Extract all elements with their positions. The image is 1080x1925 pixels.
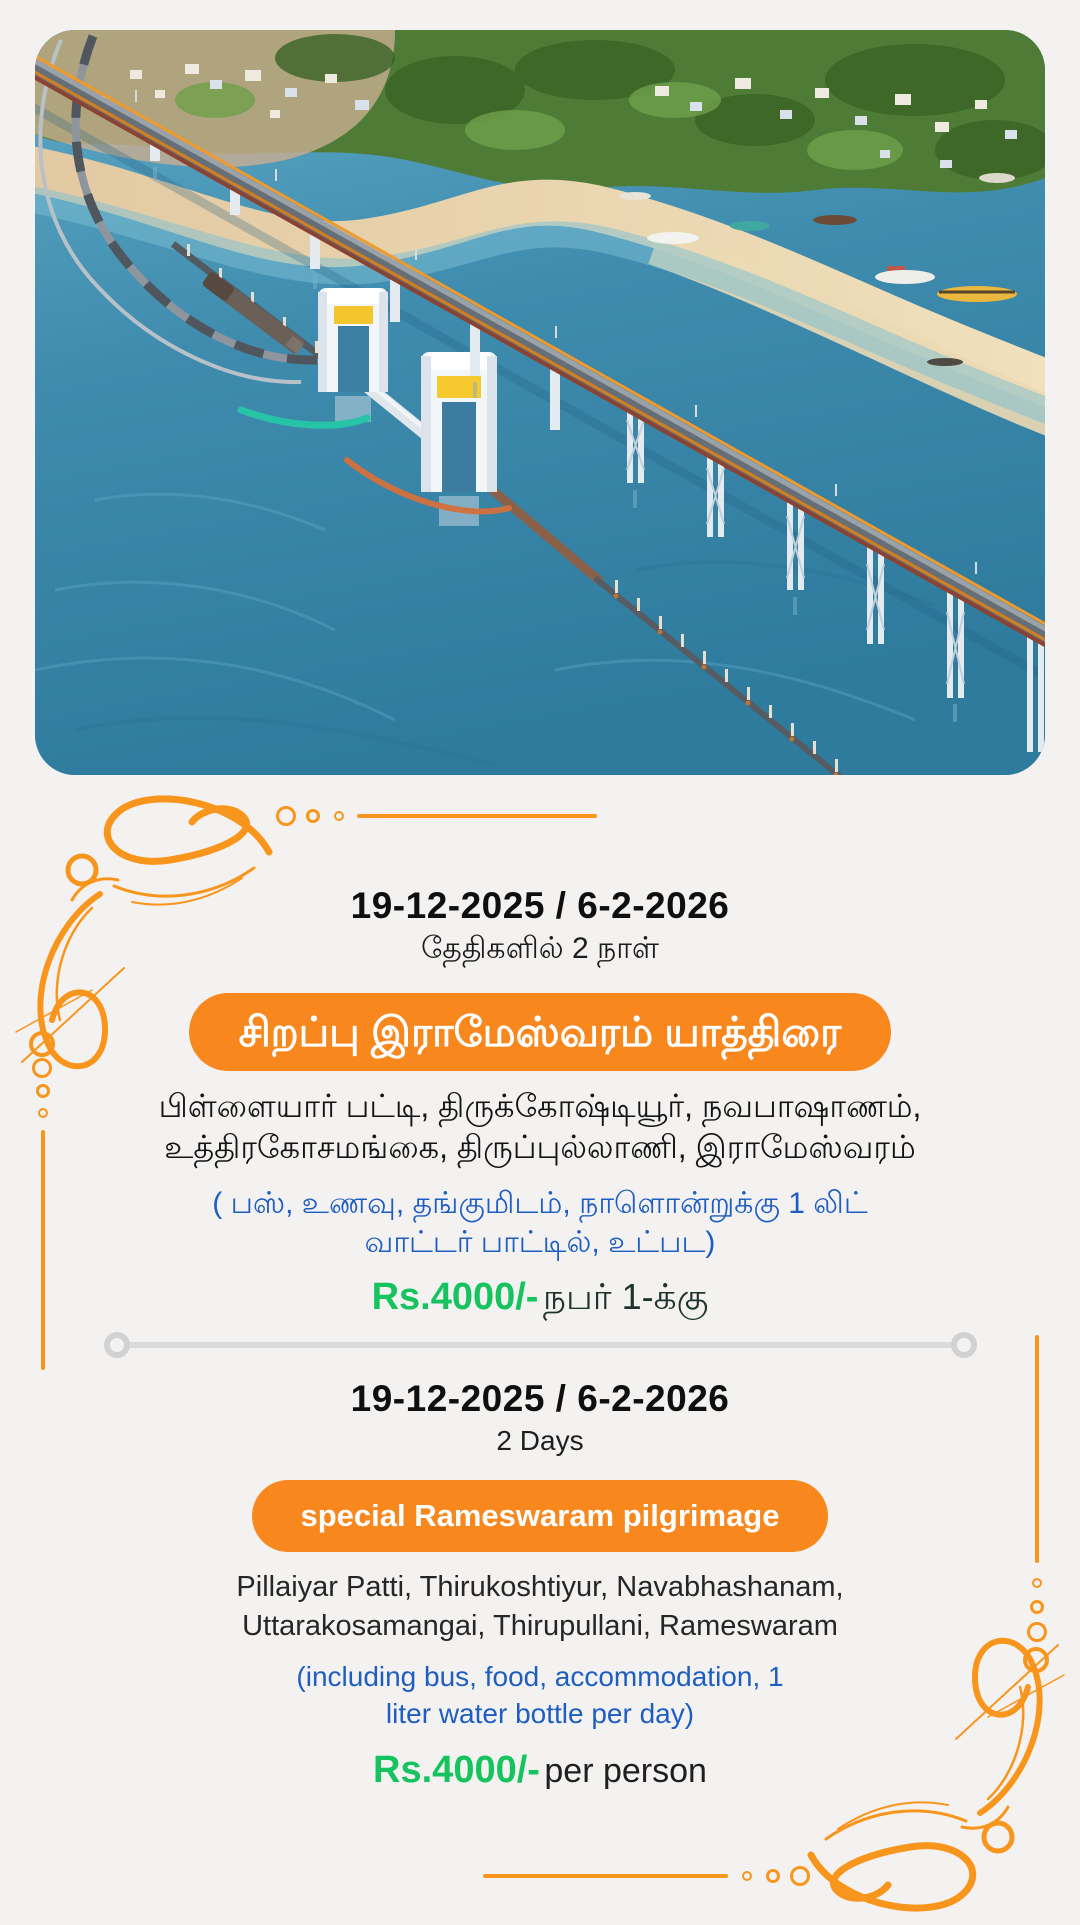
- section-divider: [117, 1342, 964, 1348]
- tamil-price-line: [0, 1272, 1080, 1330]
- tamil-places: [0, 1086, 1080, 1168]
- english-title-pill: [252, 1480, 827, 1552]
- tamil-places-line2: உத்திரகோசமங்கை, திருப்புல்லாணி, இராமேஸ்வரம்: [164, 1129, 916, 1165]
- tamil-places-line1: பிள்ளையார் பட்டி, திருக்கோஷ்டியூர், நவபாஷாணம்,: [158, 1088, 922, 1124]
- divider-end-ring-left: [104, 1332, 130, 1358]
- english-places: [0, 1568, 1080, 1646]
- pamban-bridge-scene: [35, 30, 1045, 775]
- ornament-line-top: [357, 814, 597, 818]
- english-inclusions: [0, 1658, 1080, 1732]
- ornament-line-bottom: [483, 1874, 728, 1878]
- tamil-inclusions: [0, 1184, 1080, 1262]
- hero-photo-pamban-bridge: [35, 30, 1045, 775]
- english-inclusions-line1: (including bus, food, accommodation, 1: [296, 1661, 784, 1692]
- english-price-line: [0, 1744, 1080, 1804]
- tamil-title-text: சிறப்பு இராமேஸ்வரம் யாத்திரை: [238, 1009, 842, 1055]
- ornament-circle: [276, 806, 296, 826]
- tamil-title-pill: [189, 993, 892, 1071]
- english-section-duration: 2 Days: [496, 1425, 584, 1456]
- english-title-pill-wrap: [0, 1480, 1080, 1552]
- ornament-circle: [306, 809, 320, 823]
- ornament-circle: [766, 1869, 780, 1883]
- tamil-inclusions-line2: வாட்டர் பாட்டில், உட்பட): [364, 1226, 716, 1259]
- ornament-circle: [790, 1866, 810, 1886]
- divider-end-ring-right: [951, 1332, 977, 1358]
- tamil-section-duration: தேதிகளில் 2 நாள்: [420, 932, 660, 965]
- tamil-title-pill-wrap: [0, 993, 1080, 1071]
- tamil-price-amount: Rs.4000/-: [371, 1276, 539, 1318]
- english-title-text: special Rameswaram pilgrimage: [300, 1498, 780, 1533]
- english-price-unit: per person: [544, 1752, 707, 1790]
- ornament-circle: [334, 811, 344, 821]
- english-price-amount: Rs.4000/-: [373, 1749, 540, 1791]
- ornament-circle: [742, 1871, 752, 1881]
- tamil-price-unit: நபர் 1-க்கு: [542, 1276, 709, 1317]
- tamil-inclusions-line1: ( பஸ், உணவு, தங்குமிடம், நாளொன்றுக்கு 1 லிட்: [212, 1187, 868, 1220]
- tamil-section-dates: 19-12-2025 / 6-2-2026: [350, 885, 730, 926]
- english-places-line2: Uttarakosamangai, Thirupullani, Rameswaram: [242, 1610, 838, 1642]
- english-places-line1: Pillaiyar Patti, Thirukoshtiyur, Navabhashanam,: [236, 1571, 844, 1603]
- english-section-dates: 19-12-2025 / 6-2-2026: [350, 1378, 730, 1419]
- english-inclusions-line2: liter water bottle per day): [385, 1698, 695, 1729]
